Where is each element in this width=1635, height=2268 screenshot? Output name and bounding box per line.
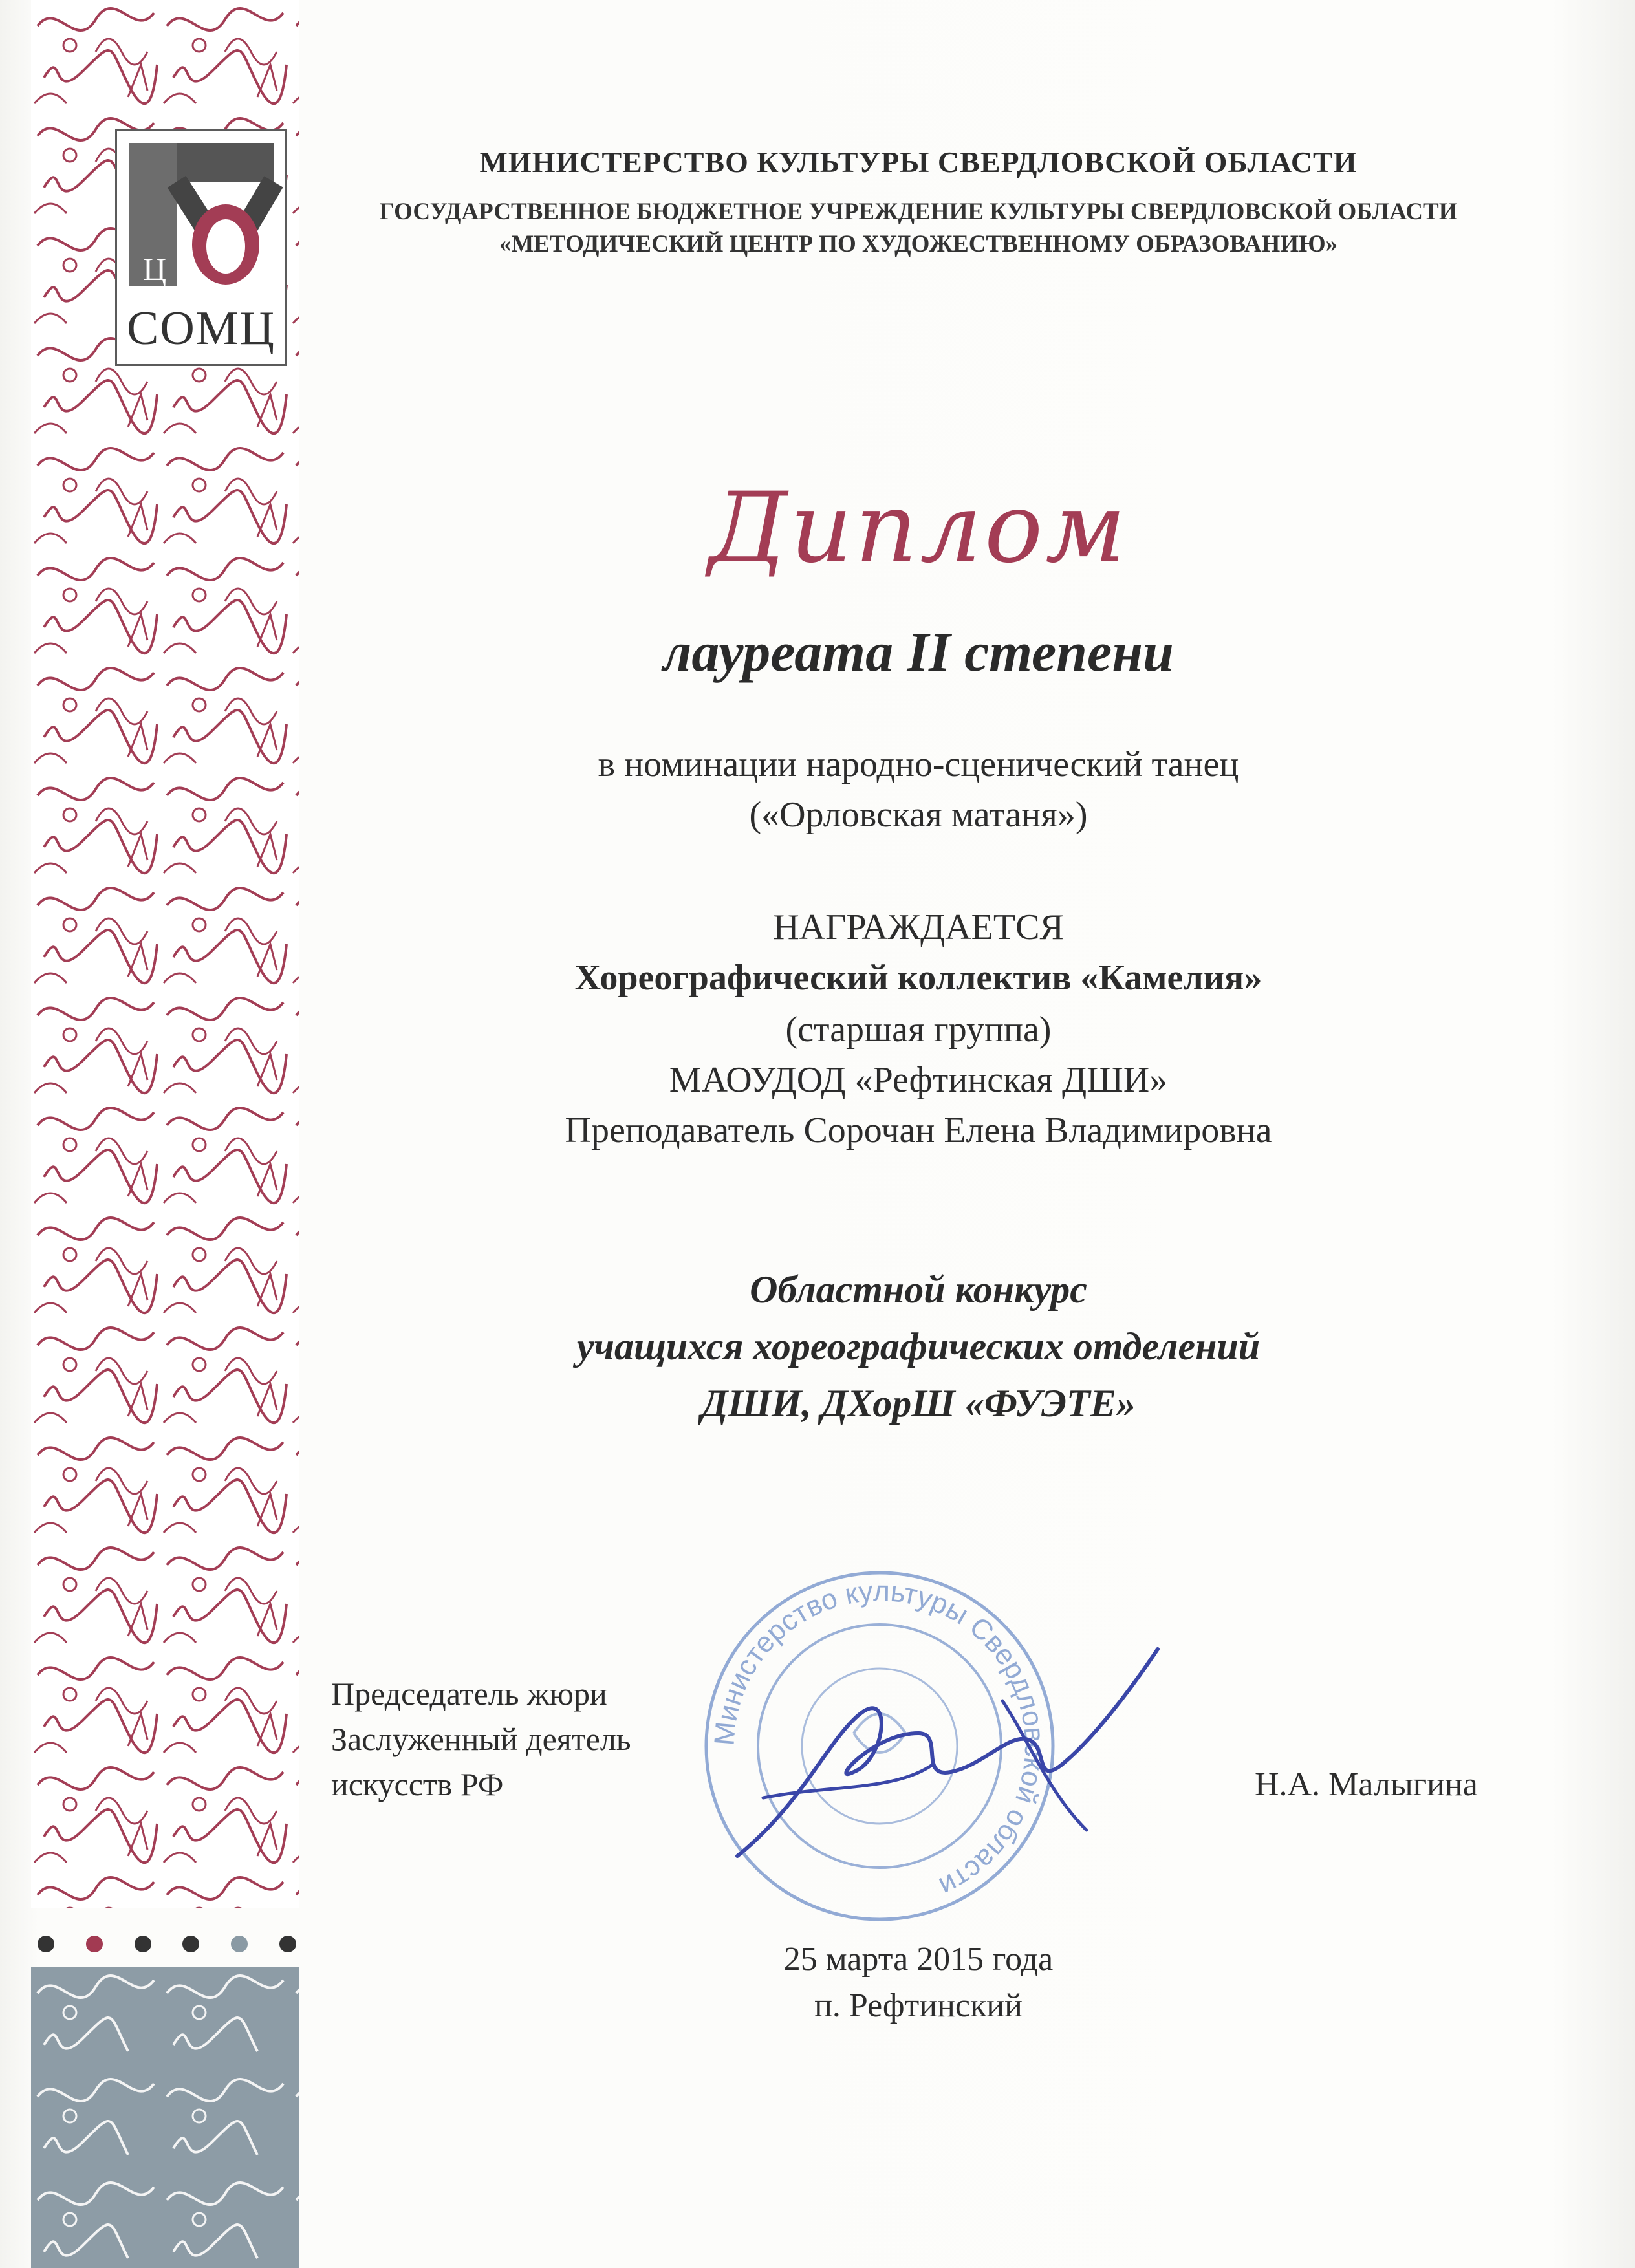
logo-emblem-icon — [117, 131, 285, 299]
contest-line-2: учащихся хореографических отделений — [576, 1325, 1261, 1368]
dot-icon — [135, 1936, 151, 1952]
diploma-title: Диплом — [708, 472, 1129, 585]
institution-line-1: ГОСУДАРСТВЕННОЕ БЮДЖЕТНОЕ УЧРЕЖДЕНИЕ КУЛЬТУРЫ СВЕРДЛОВСКОЙ ОБЛАСТИ — [379, 199, 1458, 225]
awarded-label: НАГРАЖДАЕТСЯ — [773, 907, 1064, 947]
dot-icon — [279, 1936, 296, 1952]
group-label: (старшая группа) — [785, 1010, 1052, 1050]
dot-icon — [86, 1936, 103, 1952]
somc-logo — [115, 129, 287, 366]
svg-text:Министерство культуры Свердлов: Министерство культуры Свердловской области — [708, 1575, 1051, 1903]
issue-place: п. Рефтинский — [814, 1987, 1023, 2024]
signatory-name: Н.А. Малыгина — [1255, 1766, 1478, 1803]
decorative-dots — [38, 1932, 296, 1956]
laureate-degree: лауреата II степени — [663, 621, 1174, 683]
handwritten-signature — [724, 1636, 1164, 1869]
contest-line-1: Областной конкурс — [750, 1268, 1087, 1311]
nomination-line-1: в номинации народно-сценический танец — [598, 744, 1239, 784]
calligraphy-pattern-grey — [31, 1967, 299, 2268]
dot-icon — [182, 1936, 199, 1952]
svg-text:Ц: Ц — [143, 251, 167, 287]
school-name: МАОУДОД «Рефтинская ДШИ» — [669, 1060, 1168, 1100]
signatory-role-2: Заслуженный деятель — [331, 1721, 631, 1757]
institution-line-2: «МЕТОДИЧЕСКИЙ ЦЕНТР ПО ХУДОЖЕСТВЕННОМУ ОБРАЗОВАНИЮ» — [499, 231, 1338, 257]
dot-icon — [231, 1936, 248, 1952]
teacher-name: Преподаватель Сорочан Елена Владимировна — [565, 1110, 1272, 1150]
dot-icon — [38, 1936, 54, 1952]
nomination-line-2: («Орловская матаня») — [749, 795, 1088, 835]
signatory-role-1: Председатель жюри — [331, 1676, 607, 1712]
contest-line-3: ДШИ, ДХорШ «ФУЭТЕ» — [701, 1382, 1136, 1425]
calligraphy-strip — [31, 0, 299, 1908]
issue-date: 25 марта 2015 года — [783, 1941, 1054, 1978]
calligraphy-strip-grey — [31, 1967, 299, 2268]
collective-name: Хореографический коллектив «Камелия» — [574, 958, 1262, 998]
signatory-role-3: искусств РФ — [331, 1766, 504, 1802]
logo-text: СОМЦ — [126, 302, 276, 355]
ministry-heading: МИНИСТЕРСТВО КУЛЬТУРЫ СВЕРДЛОВСКОЙ ОБЛАСТИ — [479, 146, 1358, 178]
